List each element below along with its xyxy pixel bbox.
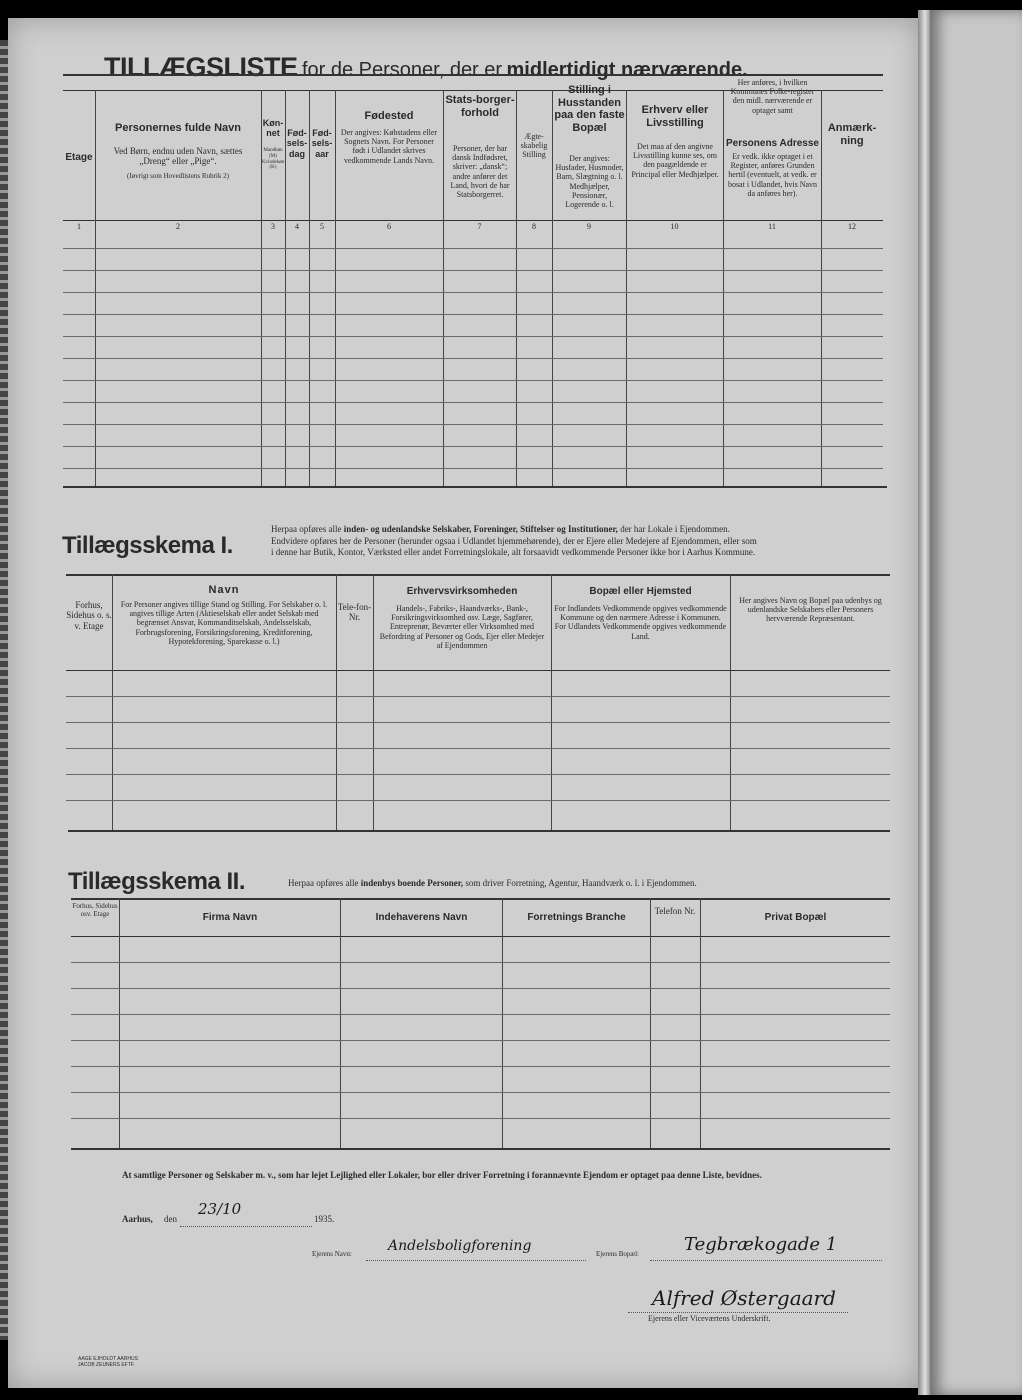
skema1-description [271,524,891,559]
col-erhverv-sub: Det maa af den angivne Livsstilling kunne ses, om den paagældende er Principal eller Medhjælper. [631,142,719,179]
col-name-head: Personernes fulde Navn [115,122,241,134]
printer-imprint: AAGE EJHOLDT AARHUS JACOB ZEUNERS EFTF. [78,1356,138,1368]
col-adresse-top: Her anføres, i hvilken Kommunes Folke-register den midl. nærværende er optaget samt [730,78,815,115]
col-kon-sub: Mandkøn (M) Kvindekøn (K) [262,148,285,171]
skema1-header-bottom [66,670,890,671]
skema1-col-repr-sub: Her angives Navn og Bopæl paa udenbys og udenlandske Selskabers eller Personers hervværende Repræsentant. [739,596,882,624]
skema2-col-divider [119,898,120,1148]
skema1-col-navn-head: Navn [208,584,240,596]
col-number: 6 [387,222,391,231]
skema2-title: Tillægsskema II. [68,868,245,895]
title-middle: for de Personer, der er [301,59,503,81]
skema2-row-line [71,1040,890,1041]
skema2-col-bopael: Privat Bopæl [764,912,827,923]
skema2-desc-part: som driver Forretning, Agentur, Haandværk o. l. i Ejendommen. [465,878,697,888]
date-handwritten: 23/10 [198,1200,242,1218]
signature-line [628,1312,848,1313]
list-header-bottom [63,220,883,221]
signature-label: Ejerens eller Viceværtens Underskrift. [648,1314,771,1323]
date-line [180,1226,312,1227]
skema2-row-line [71,1066,890,1067]
list-col-divider [723,90,724,486]
col-anmaerkning-head: Anmærk-ning [827,122,877,147]
col-number: 10 [670,222,679,231]
skema2-top-border [71,898,890,900]
skema1-col-divider [551,574,552,830]
list-col-divider [821,90,822,486]
den-label: den [164,1214,177,1224]
list-col-divider [95,90,96,486]
col-name-sub: Ved Børn, endnu uden Navn, sættes „Dreng“ eller „Pige“. [113,146,243,167]
col-number: 8 [532,222,536,231]
col-fodested-sub: Der angives: Købstadens eller Sognets Navn. For Personer født i Udlandet skrives vedkommende Lands Navn. [340,128,438,165]
form-page [8,18,920,1388]
col-adresse-sub: Er vedk. ikke optaget i et Register, anføres Grunden hertil (eventuelt, at vedk. er bosat i Udlandet, hvis Navn da anføres her). [727,152,818,198]
page-title [104,52,748,83]
skema1-top-border [66,574,890,576]
list-col-divider [626,90,627,486]
col-number: 2 [176,222,180,231]
col-stilling-head: Stilling i Husstanden paa den faste Bopæl [554,84,625,134]
list-col-divider [552,90,553,486]
list-row-line [63,424,883,425]
col-stilling-sub: Der angives: Husfader, Husmoder, Barn, Slægtning o. l. Medhjælper, Pensionær, Logerende o. l. [555,154,624,209]
skema2-col-divider [700,898,701,1148]
owner-address-handwritten: Tegbrækogade 1 [684,1234,838,1255]
skema2-desc-part: Herpaa opføres alle [288,878,359,888]
col-erhverv-head: Erhverv eller Livsstilling [641,104,709,129]
skema1-col-erhverv-head: Erhvervsvirksomheden [406,586,518,597]
skema1-col-divider [112,574,113,830]
col-number: 11 [768,222,776,231]
col-number: 5 [320,222,324,231]
list-row-line [63,270,883,271]
title-bold-end: midlertidigt nærværende. [506,59,748,81]
skema1-col-navn-sub: For Personer angives tillige Stand og Stilling. For Selskaber o. l. angives tillige Arten (Aktieselskab eller andet Selskab med begrænset Ansvar, Kommanditselskab, Andelsselskab, Forbrugsforening, Forsikringsforening, Kreditforening, Hypotekforening, Sparekasse o. l.) [120,600,328,646]
skema2-row-line [71,1118,890,1119]
list-row-line [63,446,883,447]
col-number: 7 [477,222,482,231]
skema2-row-line [71,1014,890,1015]
skema2-col-firma: Firma Navn [202,912,258,923]
skema2-row-line [71,988,890,989]
list-row-line [63,402,883,403]
city-label: Aarhus, [122,1214,153,1224]
col-number: 9 [587,222,591,231]
col-statsborger-sub: Personer, der har dansk Indfødsret, skriver: „dansk“; andre anfører det Land, hvori de har Statsborgerret. [450,144,510,199]
skema1-col-divider [730,574,731,830]
list-row-line [63,248,883,249]
skema2-col-telefon: Telefon Nr. [654,906,696,916]
skema1-desc-part: inden- og udenlandske Selskaber, Foreninger, Stiftelser og Institutioner, [343,524,618,534]
owner-name-line [366,1260,586,1261]
skema1-desc-line: i denne har Butik, Kontor, Værksted eller andet Forretningslokale, alt forsaavidt vedkommende Personer ikke bor i Aarhus Kommune. [271,547,756,558]
skema2-col-divider [502,898,503,1148]
list-top-border [63,74,883,76]
skema2-bottom-border [71,1148,890,1150]
skema2-col-branche: Forretnings Branche [527,912,626,923]
skema2-row-line [71,962,890,963]
col-number: 1 [77,222,81,231]
list-col-divider [335,90,336,486]
owner-address-label: Ejerens Bopæl: [596,1250,639,1258]
skema1-row-line [66,748,890,749]
signature-handwritten: Alfred Østergaard [652,1286,836,1310]
col-number: 12 [848,222,856,231]
owner-name-label: Ejerens Navn: [312,1250,352,1258]
skema1-bottom-border [68,830,890,832]
col-name-sub2: (Iøvrigt som Hovedlistens Rubrik 2) [127,172,229,180]
list-bottom-border [63,486,887,488]
skema2-col-divider [650,898,651,1148]
owner-name-handwritten: Andelsboligforening [388,1238,532,1254]
list-row-line [63,336,883,337]
list-row-line [63,292,883,293]
skema1-col-bopael-sub: For Indlandets Vedkommende opgives vedkommende Kommune og den nærmere Adresse i Kommunen. For Udlandets Vedkommende opgives vedkommende Land. [554,604,727,641]
list-row-line [63,380,883,381]
skema1-col-erhverv-sub: Handels-, Fabriks-, Haandværks-, Bank-, Forsikringsvirksomhed osv. Læge, Sagfører, Entreprenør, Beværter eller Virksomhed med Befordring af Personer og Gods, Ejer eller Medejer af Ejendommen [379,604,545,650]
col-etage-head: Etage [65,152,93,163]
skema2-desc-part: indenbys boende Personer, [360,878,464,888]
year-label: 1935. [314,1214,335,1224]
col-adresse-head: Personens Adresse [725,138,819,149]
col-statsborger-head: Stats-borger-forhold [445,94,515,119]
col-kon-head: Køn-net [262,118,284,139]
attestation-statement: At samtlige Personer og Selskaber m. v., som har lejet Lejlighed eller Lokaler, bor eller driver Forretning i forannævnte Ejendom er optaget paa denne Liste, bevidnes. [122,1170,762,1180]
col-fodselsaar-head: Fød-sels-aar [311,128,333,159]
list-row-line [63,314,883,315]
skema1-col-divider [373,574,374,830]
skema1-desc-part: Herpaa opføres alle [271,524,342,534]
skema1-row-line [66,696,890,697]
skema1-desc-line: Endvidere opføres her de Personer (herunder ogsaa i Udlandet hjemmehørende), der er Ejere eller Medejere af Ejendommen, eller som [271,535,757,546]
skema1-col-telefon: Tele-fon-Nr. [337,602,372,623]
owner-address-line [650,1260,882,1261]
col-aegteskab-head: Ægte-skabelig Stilling [520,132,548,160]
skema1-desc-part: der har Lokale i Ejendommen. [620,524,730,534]
skema1-title: Tillægsskema I. [62,532,233,559]
skema2-col-etage: Forhus, Sidehus osv. Etage [72,902,118,919]
list-row-line [63,358,883,359]
skema1-row-line [66,722,890,723]
skema1-col-etage: Forhus, Sidehus o. s. v. Etage [66,600,112,631]
skema2-col-divider [340,898,341,1148]
skema2-row-line [71,1092,890,1093]
col-number: 4 [295,222,299,231]
skema2-description [288,878,697,888]
skema1-row-line [66,774,890,775]
skema1-col-bopael-head: Bopæl eller Hjemsted [589,586,692,597]
col-number: 3 [271,222,275,231]
list-row-line [63,468,883,469]
col-fodselsdag-head: Fød-sels-dag [286,128,308,159]
title-main: TILLÆGSLISTE [104,52,298,82]
adjacent-page-edge [930,10,1022,1395]
list-col-divider [443,90,444,486]
skema1-row-line [66,800,890,801]
skema2-header-bottom [71,936,890,937]
skema2-col-indehaver: Indehaverens Navn [375,912,468,923]
col-fodested-head: Fødested [364,110,414,122]
